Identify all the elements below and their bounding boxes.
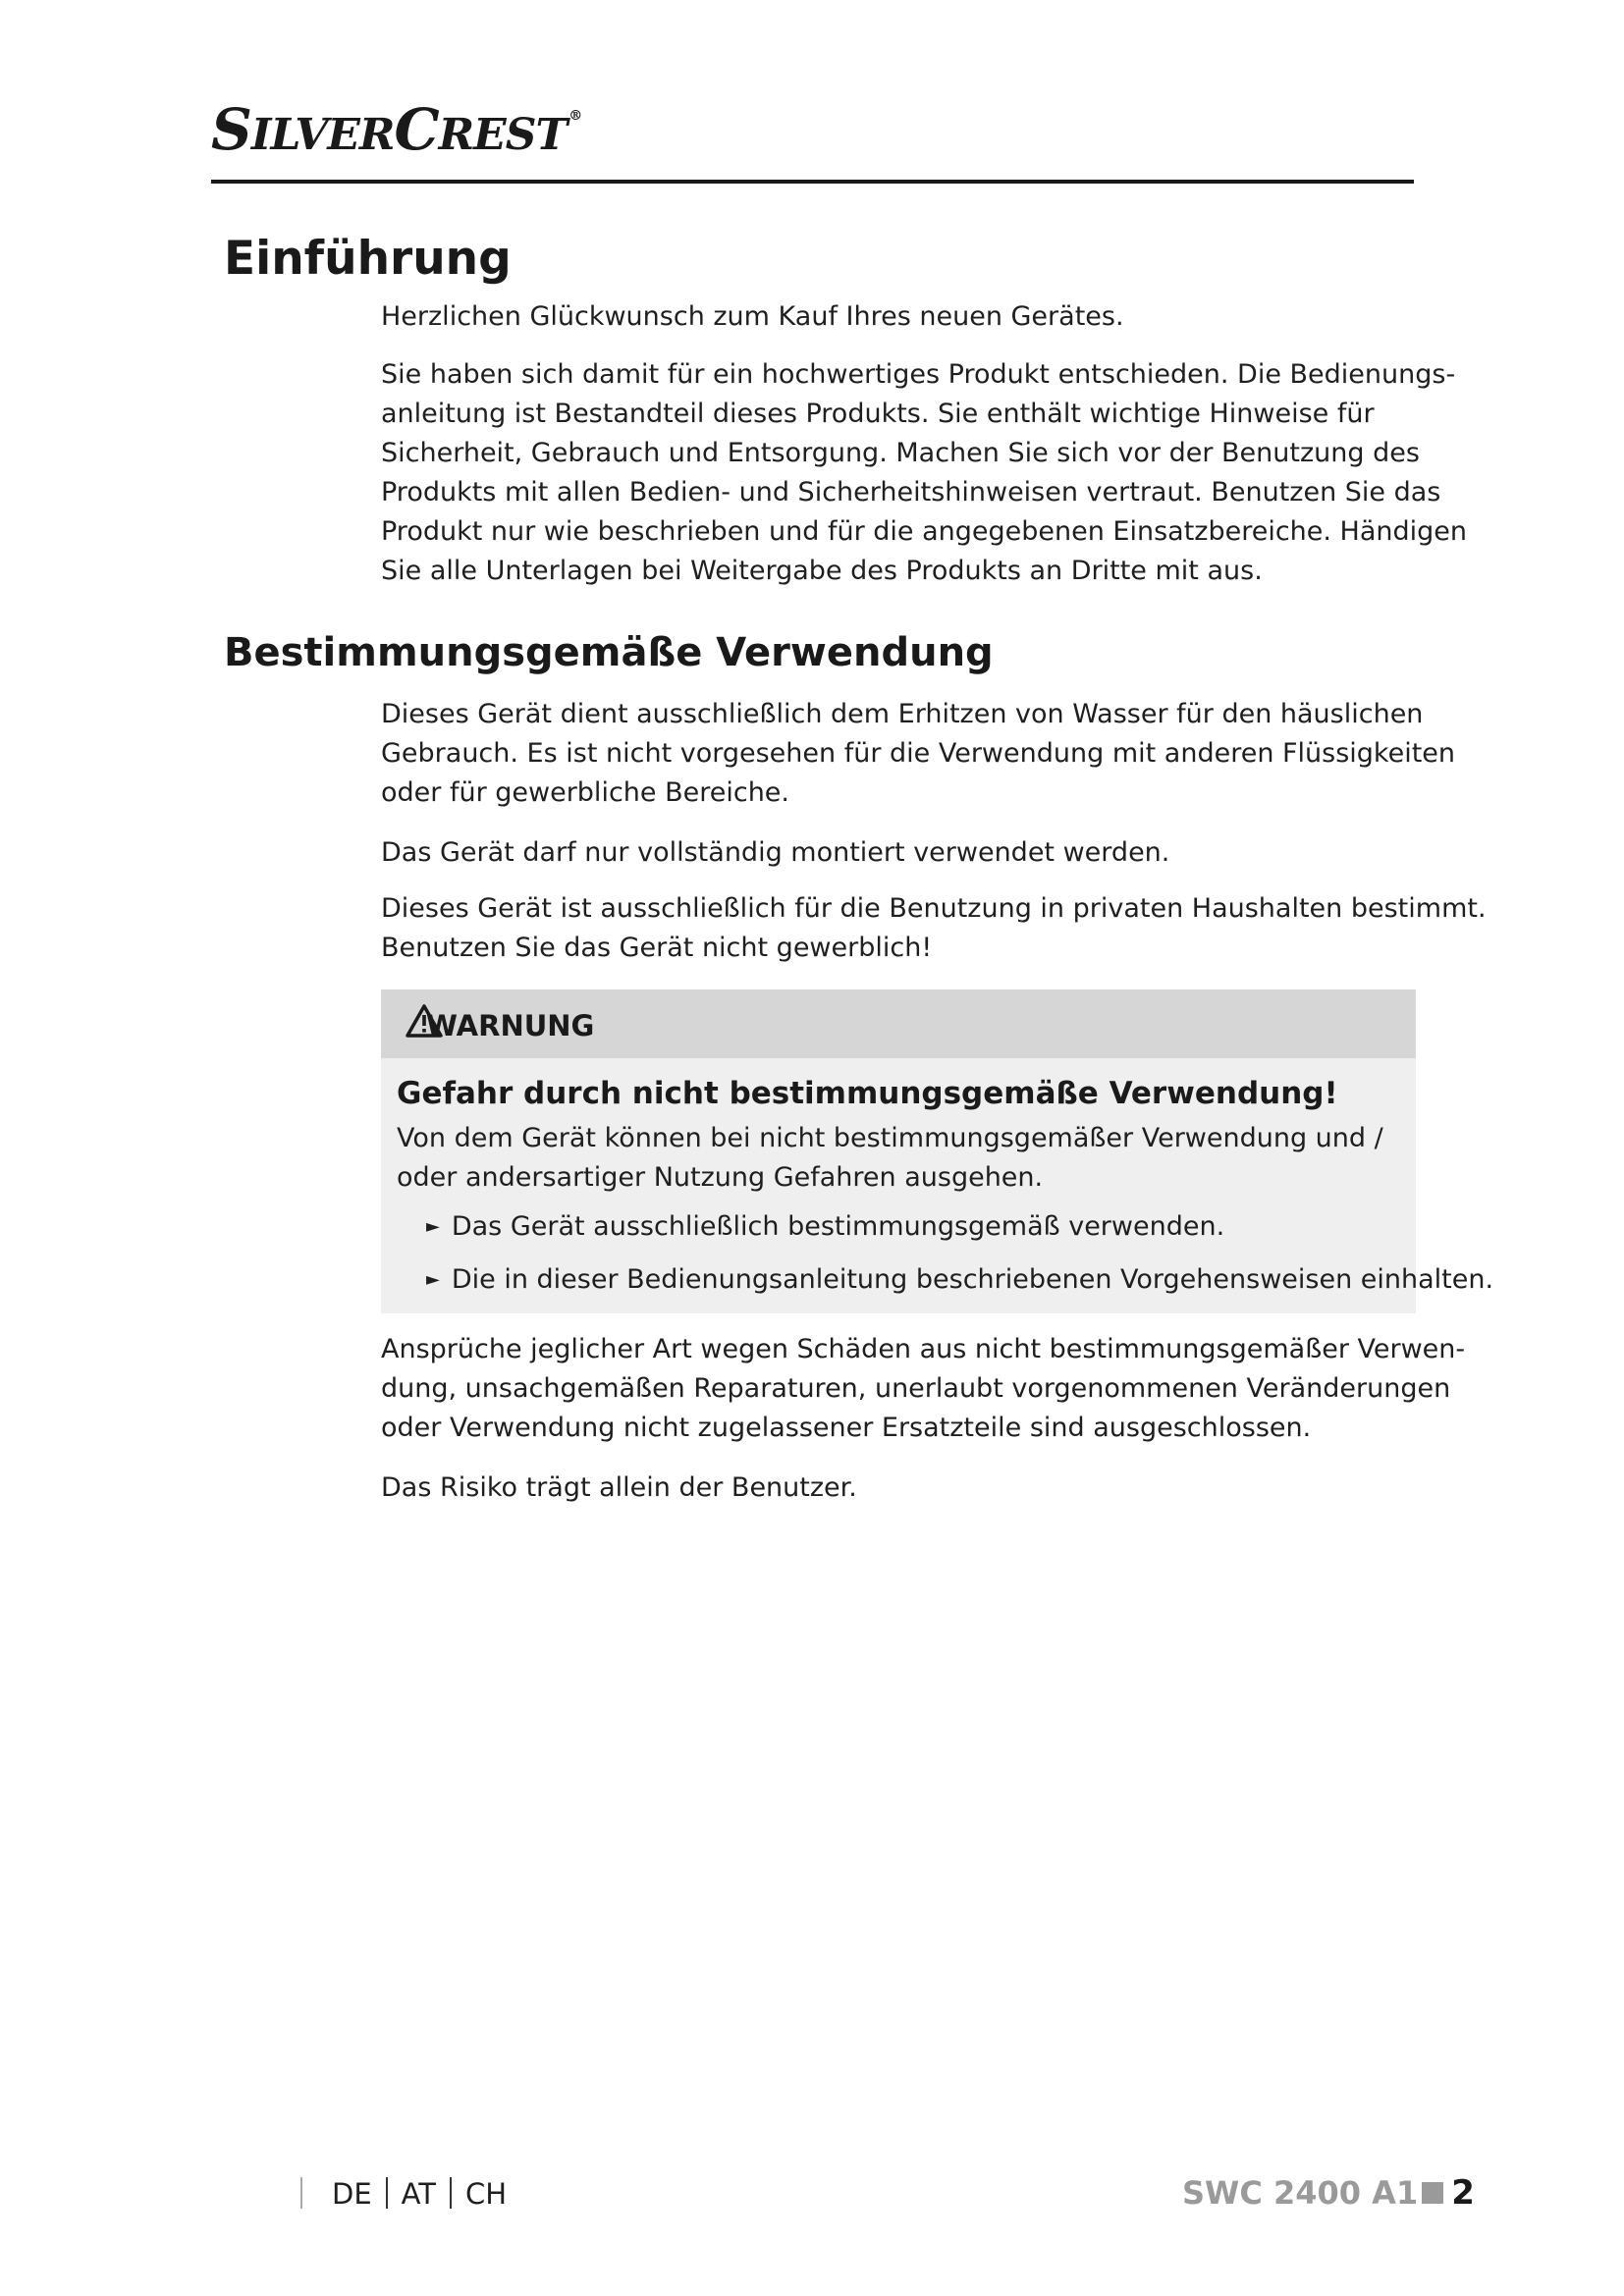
text-line: Von dem Gerät können bei nicht bestimmungsgemäßer Verwendung und /: [397, 1123, 1383, 1153]
text-line: Dieses Gerät dient ausschließlich dem Erhitzen von Wasser für den häuslichen: [381, 699, 1424, 729]
text-line: oder für gewerbliche Bereiche.: [381, 777, 789, 808]
arrow-right-icon: ►: [426, 1269, 440, 1290]
intro-paragraph-1: Herzlichen Glückwunsch zum Kauf Ihres neuen Gerätes.: [381, 301, 1124, 332]
footer-divider: [386, 2177, 388, 2209]
country-code: AT: [401, 2177, 436, 2211]
square-marker-icon: [1422, 2182, 1443, 2204]
country-code: CH: [464, 2177, 508, 2211]
footer-divider: [300, 2177, 302, 2209]
text-line: oder andersartiger Nutzung Gefahren ausgehen.: [397, 1162, 1044, 1193]
text-line: Sie haben sich damit für ein hochwertiges Produkt entschieden. Die Bedienungs-: [381, 359, 1456, 390]
text-line: Benutzen Sie das Gerät nicht gewerblich!: [381, 933, 933, 963]
registered-mark: ®: [568, 108, 582, 124]
footer-countries: [300, 2177, 507, 2212]
warning-text: [397, 1119, 1383, 1198]
brand-logo-letter: S: [211, 96, 251, 163]
usage-paragraph-2: Das Gerät darf nur vollständig montiert verwendet werden.: [381, 837, 1170, 868]
brand-logo-letter: C: [394, 96, 439, 163]
warning-bullet: [426, 1260, 1493, 1300]
section-heading-intro: Einführung: [224, 232, 512, 286]
usage-paragraph-5: Das Risiko trägt allein der Benutzer.: [381, 1472, 857, 1503]
footer-divider: [450, 2177, 452, 2209]
intro-paragraph-2: [381, 355, 1468, 591]
text-line: Gebrauch. Es ist nicht vorgesehen für die Verwendung mit anderen Flüssigkeiten: [381, 738, 1456, 769]
text-line: oder Verwendung nicht zugelassener Ersatzteile sind ausgeschlossen.: [381, 1413, 1312, 1443]
brand-logo-letters: REST: [438, 110, 568, 160]
usage-paragraph-1: [381, 695, 1456, 813]
usage-paragraph-3: [381, 889, 1487, 968]
section-heading-usage: Bestimmungsgemäße Verwendung: [224, 630, 994, 675]
arrow-right-icon: ►: [426, 1216, 440, 1237]
bullet-text: Das Gerät ausschließlich bestimmungsgemäß verwenden.: [451, 1211, 1225, 1242]
usage-paragraph-4: [381, 1330, 1466, 1448]
warning-title: Gefahr durch nicht bestimmungsgemäße Verwendung!: [397, 1076, 1338, 1111]
text-line: anleitung ist Bestandteil dieses Produkts. Sie enthält wichtige Hinweise für: [381, 399, 1375, 429]
bullet-text: Die in dieser Bedienungsanleitung beschriebenen Vorgehensweisen einhalten.: [451, 1264, 1494, 1295]
brand-logo-letters: ILVER: [250, 110, 395, 160]
text-line: dung, unsachgemäßen Reparaturen, unerlaubt vorgenommenen Veränderungen: [381, 1373, 1451, 1404]
text-line: Produkt nur wie beschrieben und für die angegebenen Einsatzbereiche. Händigen: [381, 516, 1468, 547]
page-number: 2: [1451, 2173, 1475, 2213]
text-line: Sie alle Unterlagen bei Weitergabe des Produkts an Dritte mit aus.: [381, 556, 1263, 586]
warning-box: [381, 989, 1494, 1313]
text-line: Dieses Gerät ist ausschließlich für die Benutzung in privaten Haushalten bestimmt.: [381, 893, 1487, 924]
country-code: DE: [332, 2177, 372, 2211]
text-line: Ansprüche jeglicher Art wegen Schäden aus nicht bestimmungsgemäßer Verwen-: [381, 1334, 1466, 1364]
warning-label: WARNUNG: [426, 1009, 595, 1042]
text-line: Produkts mit allen Bedien- und Sicherheitshinweisen vertraut. Benutzen Sie das: [381, 477, 1441, 507]
warning-header: [381, 989, 1416, 1058]
footer-model-page: [1182, 2173, 1475, 2214]
brand-logo: [211, 96, 582, 163]
header-rule: [211, 180, 1414, 184]
warning-bullet: [426, 1207, 1224, 1247]
model-number: SWC 2400 A1: [1182, 2174, 1419, 2212]
text-line: Sicherheit, Gebrauch und Entsorgung. Machen Sie sich vor der Benutzung des: [381, 438, 1420, 468]
